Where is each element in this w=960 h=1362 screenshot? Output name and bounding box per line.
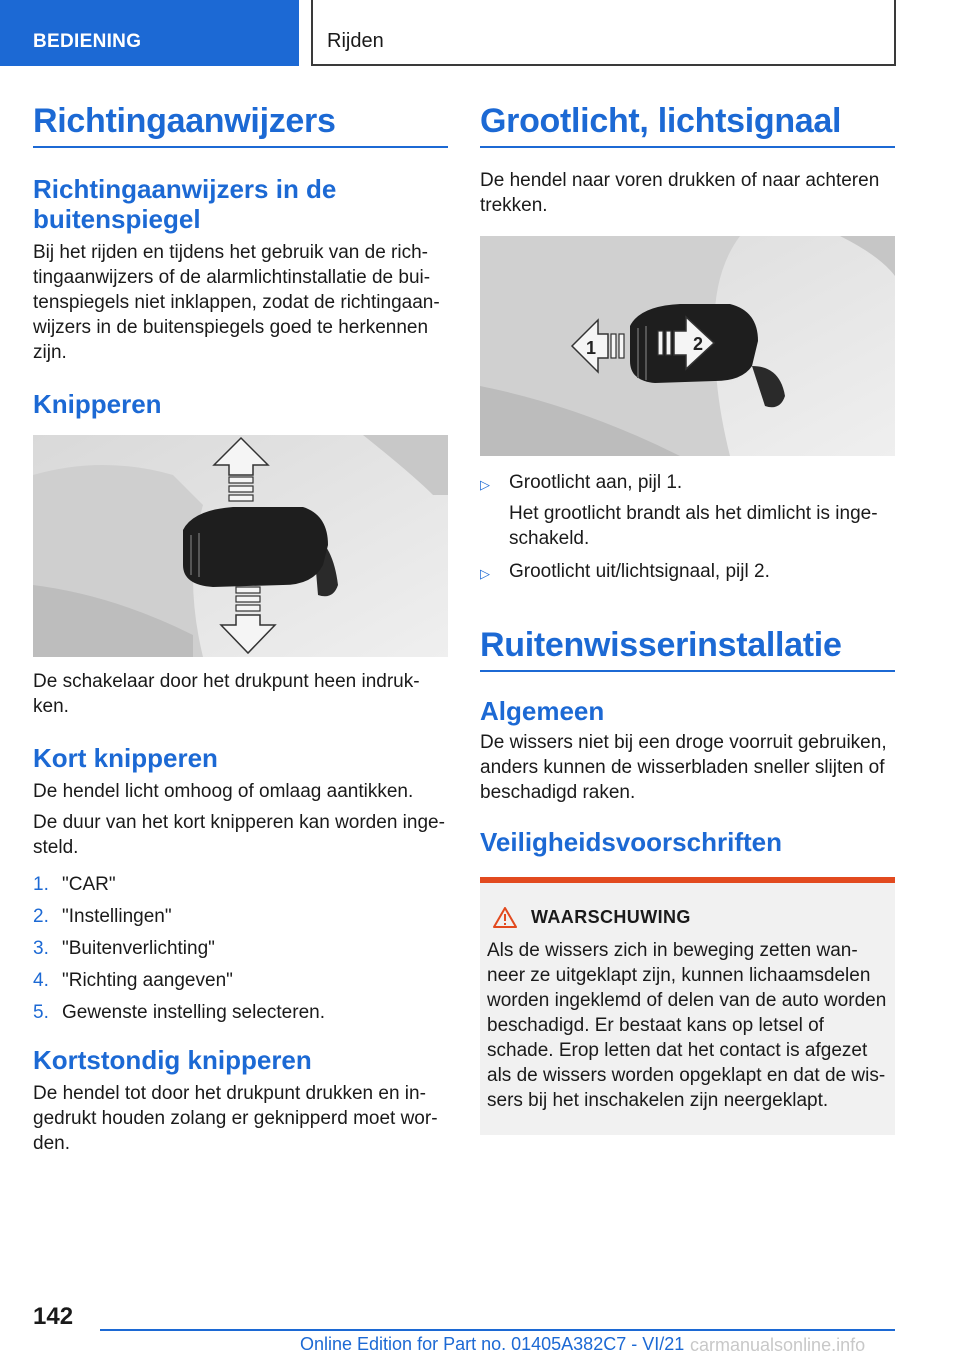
section-label: BEDIENING: [33, 31, 142, 52]
list-item: [33, 872, 448, 897]
step-text: "CAR": [62, 874, 116, 895]
warning-header: [487, 907, 887, 928]
list-item: [33, 936, 448, 961]
warning-box: [480, 877, 895, 1135]
paragraph-kort-knipperen-2: De duur van het kort knipperen kan worden inge-steld.: [33, 812, 445, 858]
paragraph-kortstondig-knipperen: De hendel tot door het drukpunt drukken en in-gedrukt houden zolang er geknipperd moet wor-den.: [33, 1083, 438, 1154]
paragraph-algemeen: De wissers niet bij een droge voorruit gebruiken, anders kunnen de wisserbladen sneller slijten of beschadigd raken.: [480, 732, 887, 803]
paragraph-buitenspiegel: Bij het rijden en tijdens het gebruik van de rich-tingaanwijzers of de alarmlichtinstallatie de bui-tenspiegels niet inklappen, zodat de richtingaan-wijzers in de buitenspiegels goed te herkennen zijn.: [33, 242, 440, 363]
warning-text: Als de wissers zich in beweging zetten wan-neer ze uitgeklapt zijn, kunnen lichaamsdelen worden ingeklemd of delen van de auto worden beschadigd. Er bestaat kans op letsel of schade. Erop letten dat het contact is afgezet als de wissers worden opgeklapt en dat de wis-sers bij het inschakelen zijn neergeklapt.: [487, 940, 887, 1111]
step-text: "Richting aangeven": [62, 970, 233, 991]
heading-buitenspiegel: Richtingaanwijzers in de buitenspiegel: [33, 174, 337, 234]
right-column: [480, 100, 895, 1135]
heading-kort-knipperen: Kort knipperen: [33, 743, 218, 773]
bullet-main: Grootlicht aan, pijl 1.: [509, 472, 683, 493]
watermark-text: carmanualsonline.info: [690, 1335, 866, 1355]
chapter-label: Rijden: [327, 30, 384, 52]
bullet-main: Grootlicht uit/lichtsignaal, pijl 2.: [509, 561, 770, 582]
warning-triangle-icon: [493, 907, 517, 928]
heading-knipperen: Knipperen: [33, 389, 162, 419]
list-item: [480, 559, 895, 586]
step-number: 4.: [33, 970, 49, 991]
high-beam-lever-figure: [480, 236, 895, 456]
list-item: [33, 968, 448, 993]
turn-signal-lever-figure: [33, 435, 448, 657]
steps-list: [33, 872, 448, 1025]
section-tab: [0, 0, 299, 66]
left-column: [33, 100, 448, 1156]
list-item: [480, 470, 895, 551]
edition-text: Online Edition for Part no. 01405A382C7 - VI/21: [300, 1334, 685, 1354]
triangle-bullet-icon: ▷: [480, 566, 490, 581]
step-text: Gewenste instelling selecteren.: [62, 1002, 325, 1023]
grootlicht-list: [480, 470, 895, 586]
heading-veiligheidsvoorschriften: Veiligheidsvoorschriften: [480, 827, 782, 857]
chapter-tab: [311, 0, 896, 66]
step-number: 5.: [33, 1002, 49, 1023]
heading-kortstondig-knipperen: Kortstondig knipperen: [33, 1045, 312, 1075]
step-number: 3.: [33, 938, 49, 959]
bullet-sub: Het grootlicht brandt als het dimlicht is inge-schakeld.: [509, 503, 878, 549]
footer-divider: [100, 1329, 895, 1331]
step-number: 1.: [33, 874, 49, 895]
arrow-2-label: 2: [693, 334, 704, 354]
list-item: [33, 1000, 448, 1025]
step-text: "Instellingen": [62, 906, 172, 927]
section-title-richtingaanwijzers: Richtingaanwijzers: [33, 100, 448, 148]
heading-algemeen: Algemeen: [480, 696, 605, 726]
paragraph-kort-knipperen-1: De hendel licht omhoog of omlaag aantikken.: [33, 781, 414, 802]
warning-title: WAARSCHUWING: [531, 907, 691, 927]
step-text: "Buitenverlichting": [62, 938, 215, 959]
arrow-1-label: 1: [586, 338, 597, 358]
list-item: [33, 904, 448, 929]
triangle-bullet-icon: ▷: [480, 477, 490, 492]
section-title-ruitenwisser: Ruitenwisserinstallatie: [480, 624, 895, 672]
paragraph-grootlicht-intro: De hendel naar voren drukken of naar achteren trekken.: [480, 170, 880, 216]
section-title-grootlicht: Grootlicht, lichtsignaal: [480, 100, 895, 148]
page-number: 142: [33, 1303, 74, 1330]
step-number: 2.: [33, 906, 49, 927]
paragraph-knipperen: De schakelaar door het drukpunt heen indruk-ken.: [33, 671, 420, 717]
